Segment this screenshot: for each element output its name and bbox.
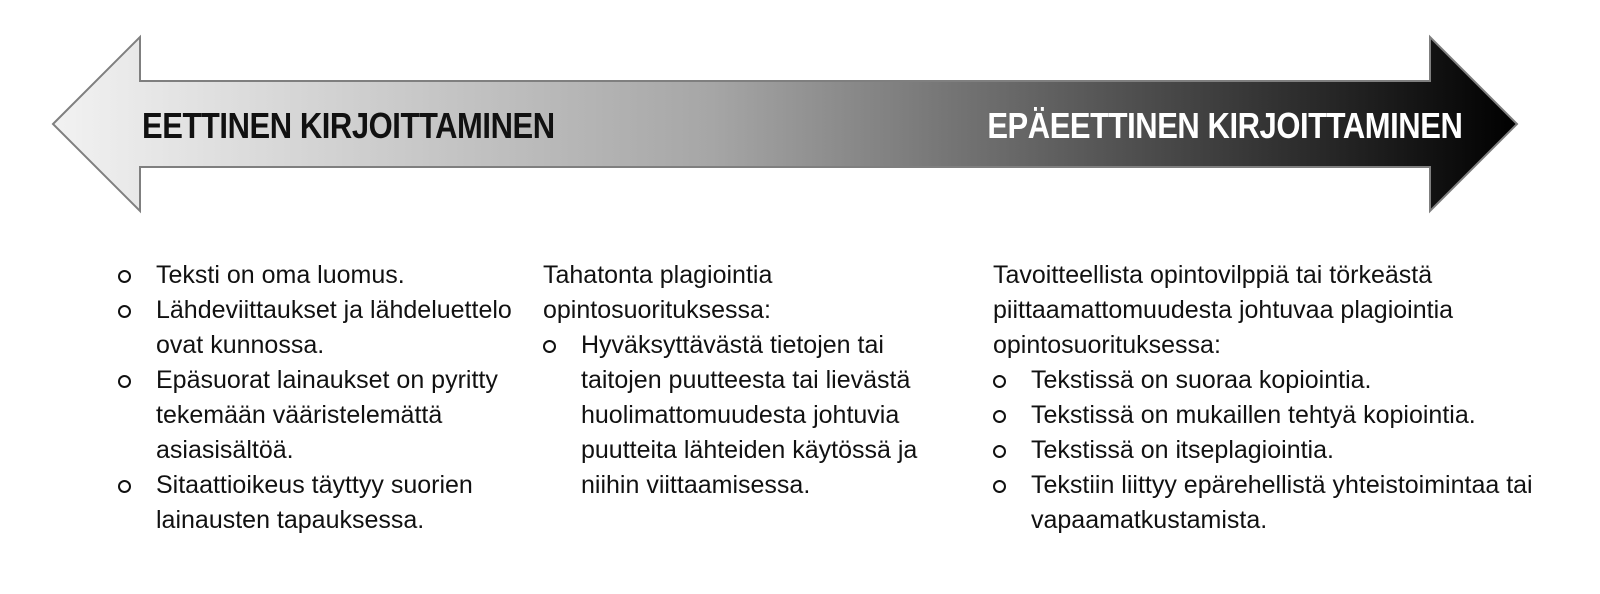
hollow-bullet-icon bbox=[118, 270, 131, 283]
list-item-text: Tekstissä on suoraa kopiointia. bbox=[1031, 366, 1372, 394]
hollow-bullet-icon bbox=[118, 305, 131, 318]
hollow-bullet-icon bbox=[118, 480, 131, 493]
intentional-plagiarism-column bbox=[993, 258, 1563, 538]
hollow-bullet-icon bbox=[993, 410, 1006, 423]
double-arrow bbox=[0, 0, 1600, 230]
unintentional-plagiarism-column bbox=[543, 258, 953, 503]
ethical-list bbox=[118, 258, 518, 538]
list-item-text: Lähdeviittaukset ja lähdeluettelo ovat kunnossa. bbox=[156, 296, 512, 359]
hollow-bullet-icon bbox=[993, 480, 1006, 493]
list-item bbox=[993, 398, 1563, 433]
column-intro: Tavoitteellista opintovilppiä tai törkeästä piittaamattomuudesta johtuvaa plagiointia opintosuorituksessa: bbox=[993, 261, 1454, 359]
list-item bbox=[118, 468, 518, 538]
hollow-bullet-icon bbox=[118, 375, 131, 388]
list-item bbox=[993, 468, 1563, 538]
list-item-text: Hyväksyttävästä tietojen tai taitojen puutteesta tai lievästä huolimattomuudesta johtuvia puutteita lähteiden käytössä ja niihin viittaamisessa. bbox=[581, 331, 918, 499]
list-item-text: Epäsuorat lainaukset on pyritty tekemään vääristelemättä asiasisältöä. bbox=[156, 366, 498, 464]
list-item-text: Teksti on oma luomus. bbox=[156, 261, 405, 289]
hollow-bullet-icon bbox=[993, 375, 1006, 388]
intentional-list bbox=[993, 363, 1563, 538]
list-item bbox=[118, 363, 518, 468]
ethical-column bbox=[118, 258, 518, 538]
list-item bbox=[993, 433, 1563, 468]
hollow-bullet-icon bbox=[993, 445, 1006, 458]
hollow-bullet-icon bbox=[543, 340, 556, 353]
list-item-text: Tekstiin liittyy epärehellistä yhteistoimintaa tai vapaamatkustamista. bbox=[1031, 471, 1533, 534]
list-item bbox=[118, 258, 518, 293]
list-item-text: Tekstissä on mukaillen tehtyä kopiointia. bbox=[1031, 401, 1476, 429]
unethical-writing-label: EPÄEETTINEN KIRJOITTAMINEN bbox=[986, 105, 1462, 146]
list-item-text: Tekstissä on itseplagiointia. bbox=[1031, 436, 1334, 464]
list-item-text: Sitaattioikeus täyttyy suorien lainausten tapauksessa. bbox=[156, 471, 473, 534]
unintentional-list bbox=[543, 328, 953, 503]
list-item bbox=[118, 293, 518, 363]
ethical-writing-label: EETTINEN KIRJOITTAMINEN bbox=[142, 105, 555, 146]
list-item bbox=[993, 363, 1563, 398]
list-item bbox=[543, 328, 953, 503]
column-intro: Tahatonta plagiointia opintosuorituksessa: bbox=[543, 261, 773, 324]
